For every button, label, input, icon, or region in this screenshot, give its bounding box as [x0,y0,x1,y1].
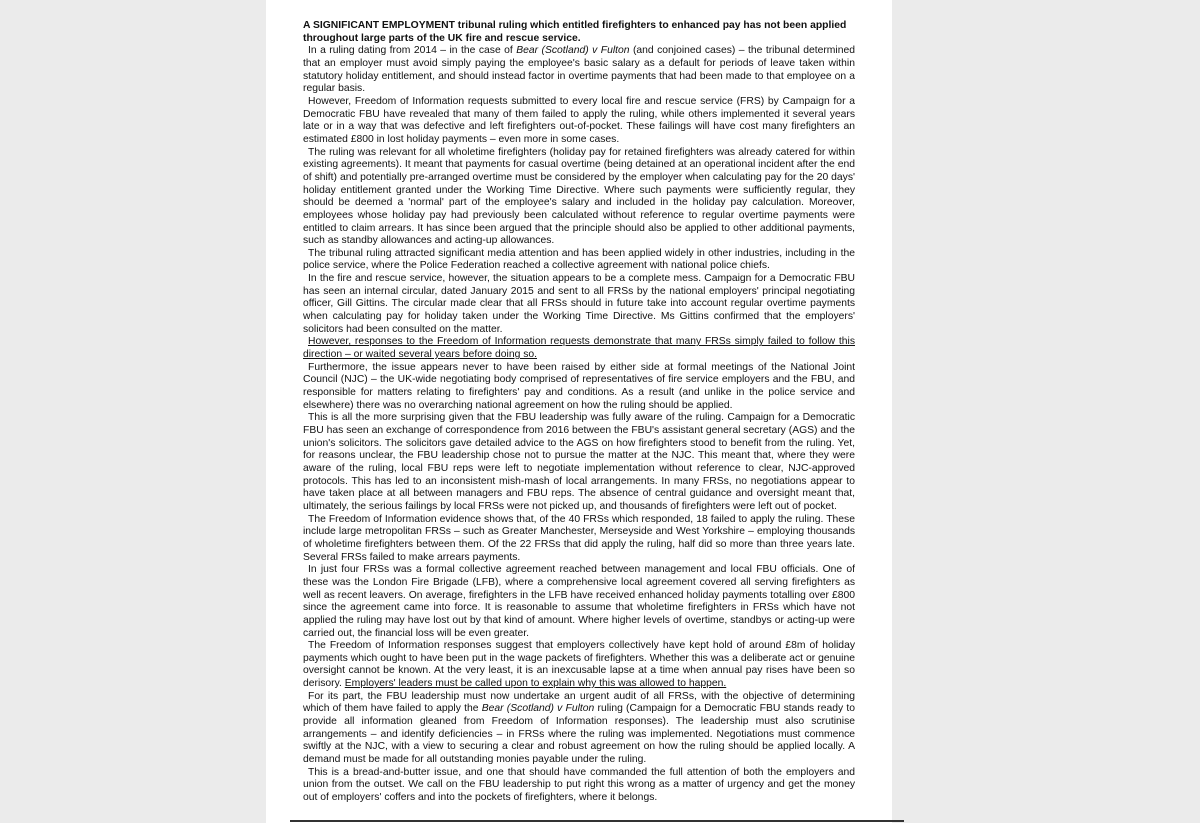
paragraph-6-underlined: However, responses to the Freedom of Information requests demonstrate that many FRSs simply failed to follow this direction – or waited several years before doing so. [303,336,855,361]
case-name: Bear (Scotland) v Fulton [516,45,630,57]
paragraph-12: For its part, the FBU leadership must now undertake an urgent audit of all FRSs, with the objective of determining which of them have failed to apply the Bear (Scotland) v Fulton ruling (Campaign for a Democratic FBU stands ready to provide all information gleaned from Freedom of Information responses). The leadership must also scrutinise arrangements – and identify deficiencies – in FRSs where the ruling was implemented. Negotiations must commence swiftly at the NJC, with a view to securing a clear and robust agreement on how the ruling should be applied locally. A demand must be made for all outstanding monies payable under the ruling. [303,690,855,766]
document-page [266,0,892,823]
paragraph-11: The Freedom of Information responses suggest that employers collectively have kept hold of around £8m of holiday payments which ought to have been put in the wage packets of firefighters. Whether this was a deliberate act or genuine oversight cannot be known. At the very least, it is an inexcusable lapse at a time when annual pay rises have been so derisory. Employers' leaders must be called upon to explain why this was allowed to happen. [303,640,855,690]
paragraph-3: The ruling was relevant for all wholetime firefighters (holiday pay for retained firefighters was already catered for within existing agreements). It meant that payments for casual overtime (being detained at an operational incident after the end of shift) and potentially pre-arranged overtime must be considered by the employer when calculating pay for the 20 days' holiday entitlement granted under the Working Time Directive. Where such payments were sufficiently regular, they should be deemed a 'normal' part of the employee's salary and included in the holiday pay calculation. Moreover, employees whose holiday pay had previously been calculated without reference to regular overtime payments were entitled to claim arrears. It has since been argued that the principle should also be applied to other additional payments, such as standby allowances and acting-up allowances. [303,146,855,247]
article-body [303,20,855,805]
paragraph-8: This is all the more surprising given that the FBU leadership was fully aware of the ruling. Campaign for a Democratic FBU has seen an exchange of correspondence from 2016 between the FBU's assistant general secretary (AGS) and the union's solicitors. The solicitors gave detailed advice to the AGS on how firefighters stood to benefit from the ruling. Yet, for reasons unclear, the FBU leadership chose not to pursue the matter at the NJC. This meant that, where they were aware of the ruling, local FBU reps were left to negotiate implementation without reference to clear, NJC-approved protocols. This has led to an inconsistent mish-mash of local arrangements. In many FRSs, no negotiations appear to have taken place at all between managers and FBU reps. The absence of central guidance and oversight meant that, ultimately, the serious failings by local FRSs were not picked up, and thousands of firefighters were left out of pocket. [303,412,855,512]
paragraph-10: In just four FRSs was a formal collective agreement reached between management and local FBU officials. One of these was the London Fire Brigade (LFB), where a comprehensive local agreement covered all serving firefighters as well as recent leavers. On average, firefighters in the LFB have received enhanced holiday payments totalling over £800 since the agreement came into force. It is reasonable to assume that wholetime firefighters in FRSs which have not applied the ruling may have lost out by that kind of amount. Where higher levels of overtime, standbys or acting-up were carried out, the financial loss will be even greater. [303,564,855,639]
paragraph-4: The tribunal ruling attracted significant media attention and has been applied widely in other industries, including in the police service, where the Police Federation reached a collective agreement with national police chiefs. [303,247,855,272]
paragraph-7: Furthermore, the issue appears never to have been raised by either side at formal meetings of the National Joint Council (NJC) – the UK-wide negotiating body comprised of representatives of fire service employers and the FBU, and responsible for matters relating to firefighters' pay and conditions. As a result (and unlike in the police service and elsewhere) there was no overarching national agreement on how the ruling should be applied. [303,361,855,411]
paragraph-13: This is a bread-and-butter issue, and one that should have commanded the full attention of both the employers and union from the outset. We call on the FBU leadership to put right this wrong as a matter of urgency and get the money out of employers' coffers and into the pockets of firefighters, where it belongs. [303,766,855,804]
paragraph-9: The Freedom of Information evidence shows that, of the 40 FRSs which responded, 18 failed to apply the ruling. These include large metropolitan FRSs – such as Greater Manchester, Merseyside and West Yorkshire – employing thousands of wholetime firefighters between them. Of the 22 FRSs that did apply the ruling, half did so more than three years late. Several FRSs failed to make arrears payments. [303,513,855,563]
article-headline: A SIGNIFICANT EMPLOYMENT tribunal ruling which entitled firefighters to enhanced pay has not been applied throughout large parts of the UK fire and rescue service. [303,20,847,44]
page-bottom-rule [290,820,904,822]
paragraph-2: However, Freedom of Information requests submitted to every local fire and rescue service (FRS) by Campaign for a Democratic FBU have revealed that many of them failed to apply the ruling, while others implemented it several years late or in a way that was defective and left firefighters out-of-pocket. These failings will have cost many firefighters an estimated £800 in lost holiday payments – even more in some cases. [303,95,855,145]
paragraph-5: In the fire and rescue service, however, the situation appears to be a complete mess. Campaign for a Democratic FBU has seen an internal circular, dated January 2015 and sent to all FRSs by the national employers' principal negotiating officer, Gill Gittins. The circular made clear that all FRSs should in future take into account regular overtime payments when calculating pay for holiday taken under the Working Time Directive. Ms Gittins confirmed that the employers' solicitors had been consulted on the matter. [303,273,855,335]
paragraph-1: In a ruling dating from 2014 – in the case of Bear (Scotland) v Fulton (and conjoined cases) – the tribunal determined that an employer must avoid simply paying the employee's basic salary as a default for periods of leave taken within statutory holiday entitlement, and should instead factor in overtime payments that had been made to that employee on a regular basis. [303,45,855,95]
underlined-demand: Employers' leaders must be called upon to explain why this was allowed to happen. [344,678,727,690]
case-name: Bear (Scotland) v Fulton [481,703,595,715]
